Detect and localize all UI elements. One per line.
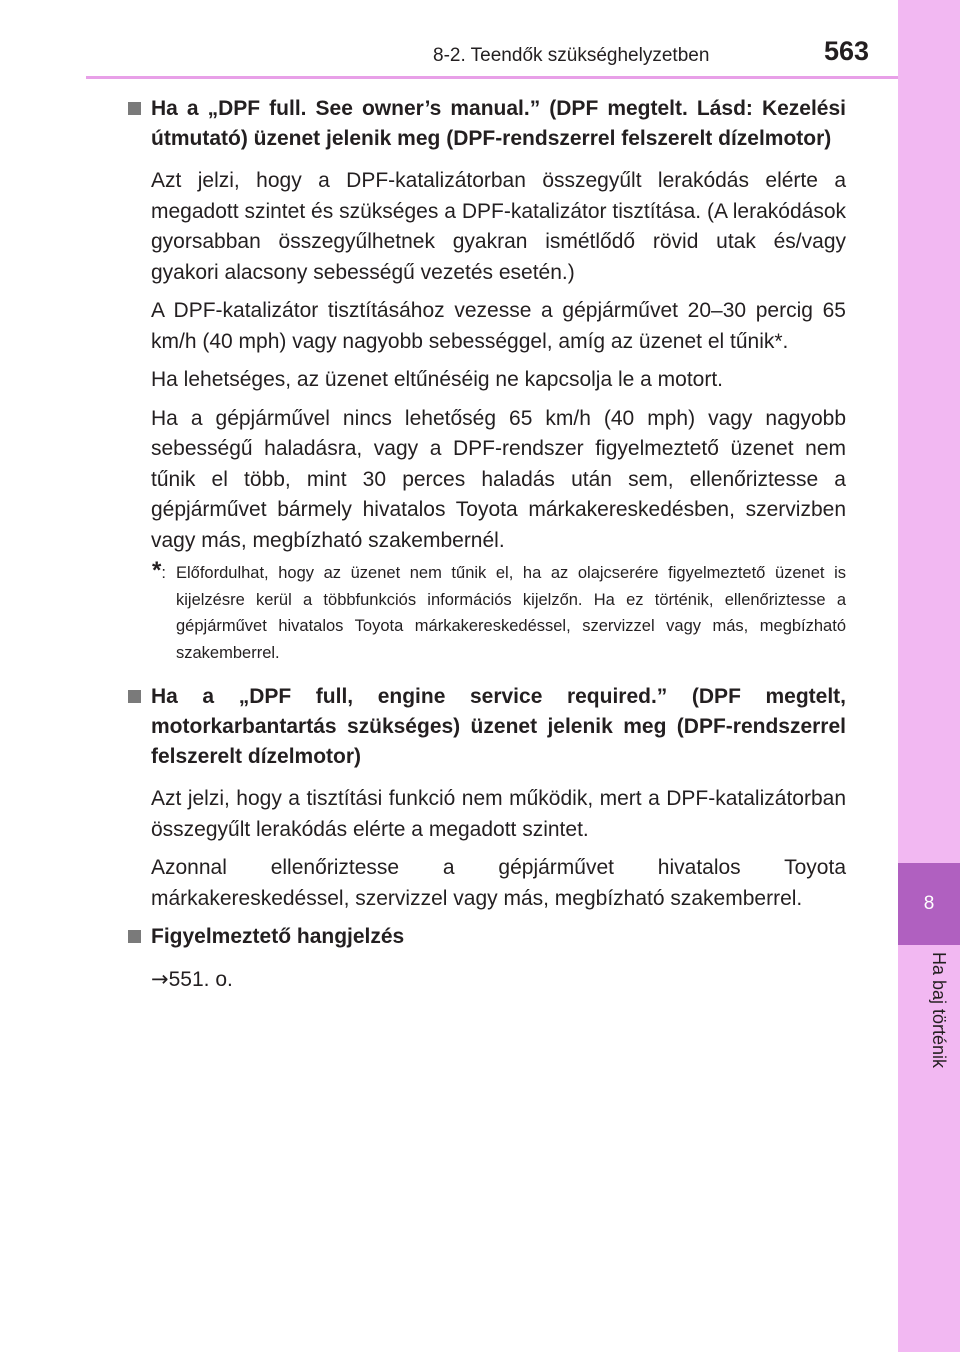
page-content (128, 94, 846, 1004)
arrow-right-icon: → (151, 967, 169, 991)
chapter-title: Ha baj történik (929, 952, 949, 1069)
footnote-mark (152, 557, 166, 587)
heading-text: Figyelmeztető hangjelzés (151, 925, 405, 948)
section-title: 8-2. Teendők szükséghelyzetben (433, 45, 710, 66)
paragraph: A DPF-katalizátor tisztításához vezesse a gépjárművet 20–30 percig 65 km/h (40 mph) vagy nagyobb sebességgel, amíg az üzenet el tűnik*. (151, 299, 846, 353)
chapter-number-tab (898, 863, 960, 945)
footnote-text: Előfordulhat, hogy az üzenet nem tűnik el, ha az olajcserére figyelmeztető üzenet is kijelzésre kerül a többfunkciós információs kijelzőn. Ha ez történik, ellenőriztesse a gépjárművet hivatalos Toyota márkakereskedéssel, szervizzel vagy más, megbízható szakemberrel. (176, 564, 846, 662)
page-reference-link[interactable]: 551. o. (168, 968, 233, 991)
section-heading-dpf-service (128, 682, 846, 772)
page-header (0, 0, 960, 80)
chapter-side-tab (898, 0, 960, 1352)
footnote-colon: : (161, 564, 166, 582)
paragraph: Azt jelzi, hogy a tisztítási funkció nem működik, mert a DPF-katalizátorban összegyűlt lerakódás elérte a megadott szintet. (151, 787, 846, 841)
footnote-asterisk: * (152, 557, 162, 584)
paragraph: Ha lehetséges, az üzenet eltűnéséig ne kapcsolja le a motort. (151, 368, 724, 391)
square-bullet-icon (128, 690, 141, 703)
square-bullet-icon (128, 102, 141, 115)
paragraph: Ha a gépjárművel nincs lehetőség 65 km/h (40 mph) vagy nagyobb sebességű haladásra, vagy a DPF-rendszer figyelmeztető üzenet nem tűnik el több, mint 30 perces haladás után sem, ellenőriztesse a gépjárművet bármely hivatalos Toyota márkakereskedésben, szervizben vagy más, megbízható szakembernél. (151, 406, 846, 552)
page-number: 563 (824, 36, 870, 66)
page-reference (128, 964, 846, 996)
heading-text: Ha a „DPF full, engine service required.” (DPF megtelt, motorkarbantartás szükséges) üzenet jelenik meg (DPF-rendszerrel felszerelt dízelmotor) (151, 685, 846, 768)
heading-text: Ha a „DPF full. See owner’s manual.” (DPF megtelt. Lásd: Kezelési útmutató) üzenet jelenik meg (DPF-rendszerrel felszerelt dízelmotor) (151, 97, 846, 150)
section-heading-dpf-full (128, 94, 846, 154)
square-bullet-icon (128, 930, 141, 943)
header-divider (86, 76, 898, 79)
paragraph: Azt jelzi, hogy a DPF-katalizátorban összegyűlt lerakódás elérte a megadott szintet és szükséges a DPF-katalizátor tisztítása. (A lerakódások gyorsabban összegyűlhetnek gyakran ismétlődő rövid utak és/vagy gyakori alacsony sebességű vezetés esetén.) (151, 169, 846, 284)
section-heading-warning-buzzer (128, 922, 846, 952)
footnote (128, 557, 846, 666)
chapter-number: 8 (923, 893, 935, 914)
paragraph: Azonnal ellenőriztesse a gépjárművet hivatalos Toyota márkakereskedéssel, szervizzel vagy más, megbízható szakemberrel. (151, 856, 846, 910)
